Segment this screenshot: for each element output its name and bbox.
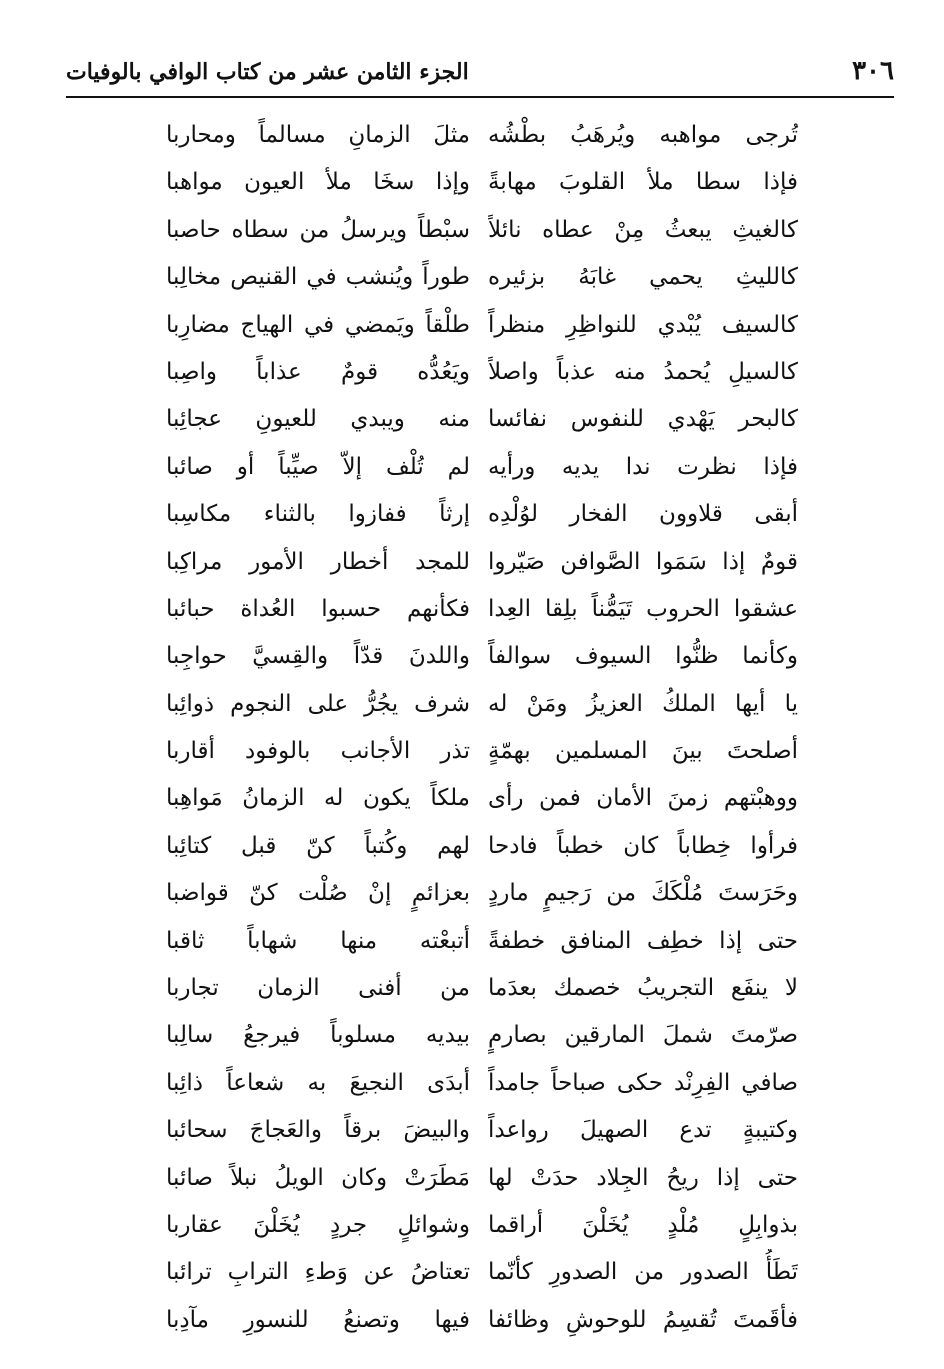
verse — [0, 586, 944, 633]
page-header — [66, 52, 894, 94]
verse — [0, 444, 944, 491]
verse-second-hemistich: طلْقاً ويَمضي في الهياج مضارِبا — [166, 311, 470, 338]
verse — [0, 254, 944, 301]
verse-first-hemistich: يا أيها الملكُ العزيزُ ومَنْ له — [488, 690, 798, 717]
verse-second-hemistich: تذر الأجانب بالوفود أقاربا — [166, 738, 470, 765]
verse-first-hemistich: عشقوا الحروب تَيَمُّناً بلِقا العِدا — [488, 595, 798, 622]
verse-first-hemistich: بذوابِلٍ مُلْدٍ يُخَلْنَ أراقما — [488, 1211, 798, 1238]
verse — [0, 823, 944, 870]
verse-second-hemistich: منه ويبدي للعيونِ عجائِبا — [166, 406, 470, 433]
verse — [0, 539, 944, 586]
verse-second-hemistich: لهم وكُتباً كنّ قبل كتائِبا — [166, 832, 470, 859]
verse — [0, 1107, 944, 1154]
verse-first-hemistich: أبقى قلاوون الفخار لوُلْدِه — [488, 501, 798, 528]
verse-first-hemistich: وكأنما ظنُّوا السيوف سوالفاً — [488, 643, 798, 670]
verse — [0, 681, 944, 728]
verse — [0, 302, 944, 349]
verse — [0, 728, 944, 775]
verse-second-hemistich: فيها وتصنعُ للنسورِ مآدِبا — [166, 1306, 470, 1333]
verse-second-hemistich: والبيضَ برقاً والعَجاجَ سحائبا — [166, 1117, 470, 1144]
verse-first-hemistich: حتى إذا خطِف المنافق خطفةً — [488, 927, 798, 954]
verse-second-hemistich: أبدَى النجيعَ به شعاعاً ذائِبا — [166, 1069, 470, 1096]
verse — [0, 918, 944, 965]
verse-second-hemistich: مثلَ الزمانِ مسالماً ومحاربا — [166, 122, 470, 148]
verse-first-hemistich: صرّمتَ شملَ المارقين بصارمٍ — [488, 1022, 798, 1049]
verse — [0, 1297, 944, 1344]
verse-first-hemistich: كالغيثِ يبعثُ مِنْ عطاه نائلاً — [488, 216, 798, 243]
verse — [0, 1155, 944, 1202]
verse — [0, 870, 944, 917]
verse-second-hemistich: وشوائلٍ جردٍ يُخَلْنَ عقاربا — [166, 1211, 470, 1238]
poem — [0, 112, 944, 1344]
page-number: ٣٠٦ — [852, 56, 894, 86]
verse — [0, 1012, 944, 1059]
verse-second-hemistich: شرف يجُرُّ على النجوم ذوائِبا — [166, 690, 470, 717]
verse-second-hemistich: ملكاً يكون له الزمانُ مَواهِبا — [166, 785, 470, 812]
verse — [0, 349, 944, 396]
verse-second-hemistich: طوراً ويُنشب في القنيص مخالِبا — [166, 264, 470, 291]
verse-first-hemistich: فرأوا خِطاباً كان خطباً فادحا — [488, 832, 798, 859]
verse-second-hemistich: وإذا سخَا ملأ العيون مواهبا — [166, 169, 470, 196]
verse-first-hemistich: كالبحر يَهْدي للنفوس نفائسا — [488, 406, 798, 433]
verse — [0, 207, 944, 254]
verse-second-hemistich: أتبعْته منها شهاباً ثاقبا — [166, 927, 470, 954]
running-title: الجزء الثامن عشر من كتاب الوافي بالوفيات — [66, 59, 469, 85]
verse — [0, 112, 944, 159]
verse-first-hemistich: كالسيف يُبْدي للنواظِرِ منظراً — [488, 311, 798, 338]
verse — [0, 1060, 944, 1107]
verse-second-hemistich: واللدنَ قدّاً والقِسيَّ حواجِبا — [166, 643, 470, 670]
verse-second-hemistich: فكأنهم حسبوا العُداة حبائبا — [166, 595, 470, 622]
verse-second-hemistich: تعتاضُ عن وَطءِ الترابِ ترائبا — [166, 1259, 470, 1286]
verse-first-hemistich: فأقَمتَ تُقسِمُ للوحوشِ وظائفا — [488, 1306, 798, 1333]
verse — [0, 159, 944, 206]
verse-first-hemistich: كالليثِ يحمي غابَهُ بزئيره — [488, 264, 798, 291]
verse-second-hemistich: إرثاً ففازوا بالثناء مكاسِبا — [166, 501, 470, 528]
verse-second-hemistich: مَطَرَتْ وكان الويلُ نبلاً صائبا — [166, 1164, 470, 1191]
verse-second-hemistich: من أفنى الزمان تجاربا — [166, 975, 470, 1002]
verse-second-hemistich: سبْطاً ويرسلُ من سطاه حاصبا — [166, 216, 470, 243]
verse-first-hemistich: تَطَأُ الصدور من الصدورِ كأنّما — [488, 1259, 798, 1286]
verse — [0, 396, 944, 443]
verse-second-hemistich: لم تُلْف إلاّ صيِّباً أو صائبا — [166, 453, 470, 480]
verse-first-hemistich: تُرجى مواهبه ويُرهَبُ بطْشُه — [488, 122, 798, 148]
verse-first-hemistich: صافي الفِرِنْد حكى صباحاً جامداً — [488, 1069, 798, 1096]
verse — [0, 965, 944, 1012]
verse-first-hemistich: فإذا سطا ملأ القلوبَ مهابةً — [488, 169, 798, 196]
verse — [0, 491, 944, 538]
verse-first-hemistich: قومٌ إذا سَمَوا الصَّوافن صَيّروا — [488, 548, 798, 575]
verse-first-hemistich: وحَرَستَ مُلْكَكَ من رَجيمٍ ماردٍ — [488, 880, 798, 907]
verse-second-hemistich: بيديه مسلوباً فيرجعُ سالِبا — [166, 1022, 470, 1049]
verse-first-hemistich: حتى إذا ريحُ الجِلاد حدَتْ لها — [488, 1164, 798, 1191]
verse-second-hemistich: ويَعُدُّه قومٌ عذاباً واصِبا — [166, 358, 470, 385]
verse-second-hemistich: بعزائمٍ إنْ صُلْت كنّ قواضبا — [166, 880, 470, 907]
header-rule — [66, 96, 894, 98]
verse-first-hemistich: كالسيلِ يُحمدُ منه عذباً واصلاً — [488, 358, 798, 385]
verse-first-hemistich: وكتيبةٍ تدع الصهيلَ رواعداً — [488, 1117, 798, 1144]
verse-first-hemistich: ووهبْتهم زمنَ الأمان فمن رأى — [488, 785, 798, 812]
verse-first-hemistich: لا ينفَع التجريبُ خصمك بعدَما — [488, 975, 798, 1002]
verse-first-hemistich: أصلحتَ بينَ المسلمين بهمّةٍ — [488, 738, 798, 765]
verse-second-hemistich: للمجد أخطار الأمور مراكِبا — [166, 548, 470, 575]
verse — [0, 775, 944, 822]
verse-first-hemistich: فإذا نظرت ندا يديه ورأيه — [488, 453, 798, 480]
verse — [0, 1249, 944, 1296]
verse — [0, 633, 944, 680]
verse — [0, 1202, 944, 1249]
